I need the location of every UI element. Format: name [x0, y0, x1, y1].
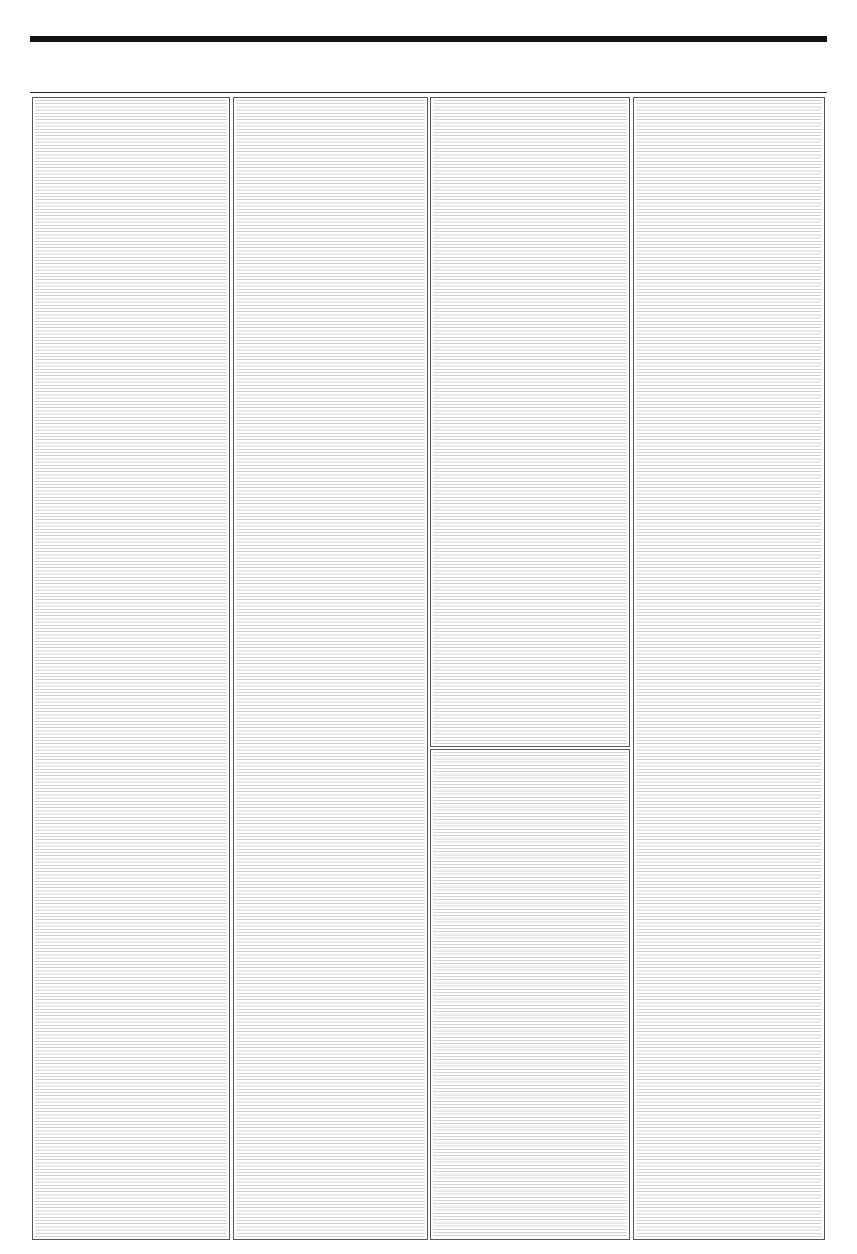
- top-rule: [30, 36, 827, 42]
- text-columns: [35, 100, 227, 1237]
- masthead: [30, 44, 827, 90]
- text-columns: [433, 752, 627, 1237]
- text-columns: [236, 100, 425, 1237]
- text-columns: [636, 100, 822, 1237]
- text-columns: [433, 100, 627, 744]
- article-block: [633, 97, 825, 1240]
- masthead-divider: [30, 92, 827, 93]
- article-block: [430, 749, 630, 1240]
- article-block: [32, 97, 230, 1240]
- article-block: [430, 97, 630, 747]
- article-block: [233, 97, 428, 1240]
